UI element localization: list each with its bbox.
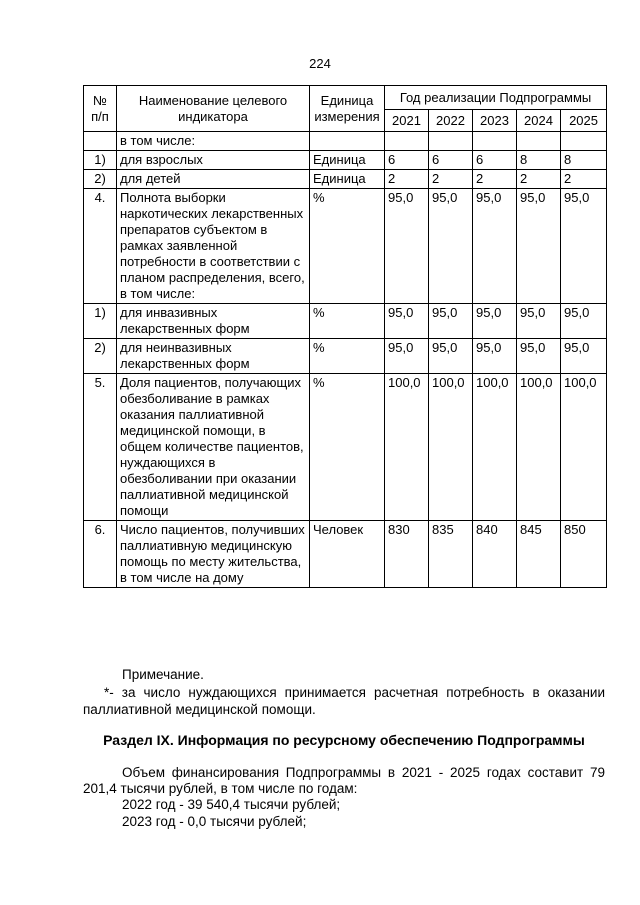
value-cell: 95,0	[517, 189, 561, 304]
header-year: 2022	[429, 110, 473, 132]
value-cell: 95,0	[517, 339, 561, 374]
table-row	[84, 132, 607, 151]
value-cell	[473, 132, 517, 151]
value-cell	[429, 132, 473, 151]
value-cell: 2	[473, 170, 517, 189]
note-text: *- за число нуждающихся принимается расчетная потребность в оказании паллиативной медицинской помощи.	[83, 685, 605, 717]
page-number: 224	[309, 56, 331, 71]
header-num: № п/п	[84, 86, 117, 132]
table-row	[84, 374, 607, 521]
financing-year-line: 2022 год - 39 540,4 тысячи рублей;	[122, 797, 341, 812]
indicator-name: для инвазивных лекарственных форм	[117, 304, 310, 339]
value-cell: 100,0	[473, 374, 517, 521]
row-number: 2)	[84, 170, 117, 189]
table-body	[84, 132, 607, 588]
value-cell: 830	[385, 521, 429, 588]
table-row	[84, 151, 607, 170]
unit-cell: %	[310, 189, 385, 304]
value-cell	[561, 132, 607, 151]
value-cell: 840	[473, 521, 517, 588]
value-cell: 6	[429, 151, 473, 170]
value-cell	[517, 132, 561, 151]
value-cell	[385, 132, 429, 151]
indicator-name: для детей	[117, 170, 310, 189]
value-cell: 845	[517, 521, 561, 588]
value-cell: 95,0	[517, 304, 561, 339]
unit-cell: Человек	[310, 521, 385, 588]
financing-lead: Объем финансирования Подпрограммы в 2021 - 2025 годах составит 79 201,4 тысячи рублей, в том числе по годам:	[83, 765, 605, 796]
value-cell: 95,0	[429, 189, 473, 304]
value-cell: 2	[429, 170, 473, 189]
unit-cell: %	[310, 339, 385, 374]
row-number: 4.	[84, 189, 117, 304]
unit-cell: Единица	[310, 170, 385, 189]
indicator-name: для неинвазивных лекарственных форм	[117, 339, 310, 374]
value-cell: 95,0	[385, 304, 429, 339]
row-number: 1)	[84, 304, 117, 339]
header-name: Наименование целевого индикатора	[117, 86, 310, 132]
indicator-name: в том числе:	[117, 132, 310, 151]
value-cell: 95,0	[561, 339, 607, 374]
row-number: 5.	[84, 374, 117, 521]
table-row	[84, 304, 607, 339]
unit-cell	[310, 132, 385, 151]
value-cell: 95,0	[473, 304, 517, 339]
value-cell: 2	[385, 170, 429, 189]
value-cell: 95,0	[429, 339, 473, 374]
value-cell: 95,0	[429, 304, 473, 339]
financing-year-line: 2023 год - 0,0 тысячи рублей;	[122, 814, 307, 829]
indicator-name: Полнота выборки наркотических лекарственных препаратов субъектом в рамках заявленной потребности в соответствии с планом распределения, всего, в том числе:	[117, 189, 310, 304]
value-cell: 95,0	[385, 339, 429, 374]
value-cell: 95,0	[473, 189, 517, 304]
value-cell: 2	[561, 170, 607, 189]
indicator-name: Число пациентов, получивших паллиативную медицинскую помощь по месту жительства, в том числе на дому	[117, 521, 310, 588]
unit-cell: Единица	[310, 151, 385, 170]
value-cell: 2	[517, 170, 561, 189]
value-cell: 6	[473, 151, 517, 170]
value-cell: 8	[561, 151, 607, 170]
indicator-name: Доля пациентов, получающих обезболивание в рамках оказания паллиативной медицинской помощи, в общем количестве пациентов, нуждающихся в обезболивании при оказании паллиативной медицинской помощи	[117, 374, 310, 521]
row-number	[84, 132, 117, 151]
row-number: 6.	[84, 521, 117, 588]
section-title: Раздел IX. Информация по ресурсному обеспечению Подпрограммы	[103, 732, 585, 748]
header-year: 2025	[561, 110, 607, 132]
value-cell: 100,0	[561, 374, 607, 521]
table-row	[84, 339, 607, 374]
row-number: 1)	[84, 151, 117, 170]
header-unit: Единица измерения	[310, 86, 385, 132]
unit-cell: %	[310, 304, 385, 339]
value-cell: 850	[561, 521, 607, 588]
table-row	[84, 521, 607, 588]
value-cell: 95,0	[473, 339, 517, 374]
value-cell: 6	[385, 151, 429, 170]
note-title: Примечание.	[122, 667, 204, 682]
value-cell: 100,0	[517, 374, 561, 521]
value-cell: 95,0	[561, 189, 607, 304]
indicator-name: для взрослых	[117, 151, 310, 170]
indicators-table	[83, 85, 607, 588]
header-years-title: Год реализации Подпрограммы	[385, 86, 607, 110]
unit-cell: %	[310, 374, 385, 521]
value-cell: 8	[517, 151, 561, 170]
value-cell: 100,0	[385, 374, 429, 521]
table-row	[84, 170, 607, 189]
value-cell: 835	[429, 521, 473, 588]
table-row	[84, 189, 607, 304]
header-year: 2023	[473, 110, 517, 132]
header-year: 2021	[385, 110, 429, 132]
table-header	[84, 86, 607, 132]
row-number: 2)	[84, 339, 117, 374]
value-cell: 100,0	[429, 374, 473, 521]
value-cell: 95,0	[561, 304, 607, 339]
header-year: 2024	[517, 110, 561, 132]
value-cell: 95,0	[385, 189, 429, 304]
